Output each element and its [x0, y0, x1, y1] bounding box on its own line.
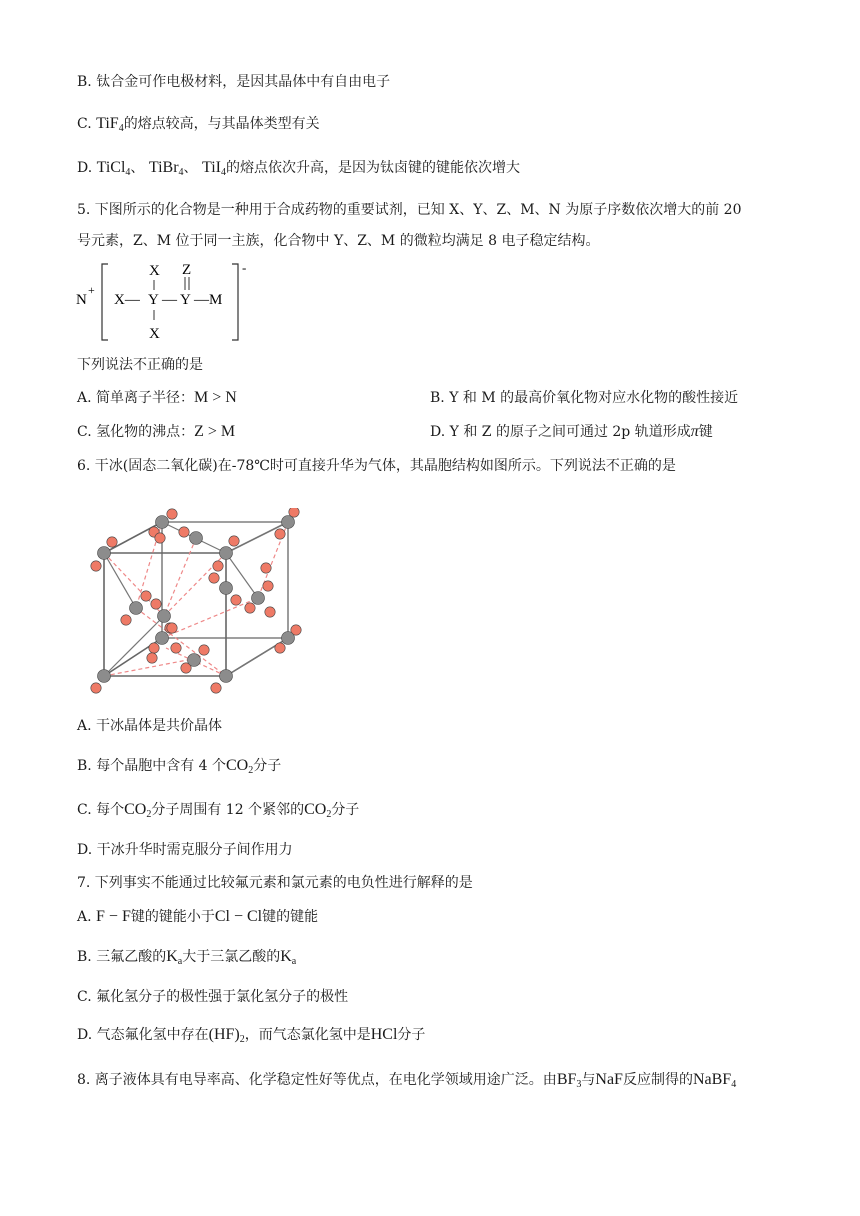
formula-bf3: $BF_3$	[556, 1071, 582, 1090]
back-face	[162, 522, 288, 638]
oxygen-atom	[211, 683, 221, 693]
ka-symbol: $K_a$	[166, 948, 183, 967]
oxygen-atom	[167, 623, 177, 633]
carbon-atom	[156, 516, 169, 529]
q7-stem: 7. 下列事实不能通过比较氟元素和氯元素的电负性进行解释的是	[77, 875, 473, 891]
q8-stem	[77, 1070, 736, 1090]
formula-tif4: TiF$_4$	[96, 115, 124, 134]
option-text: 反应制得的	[622, 1072, 693, 1088]
q5-option-b: B. Y 和 M 的最高价氧化物对应水化物的酸性接近	[430, 390, 739, 406]
anion-charge: -	[242, 260, 247, 275]
oxygen-atom	[275, 643, 285, 653]
oxygen-atom	[263, 581, 273, 591]
separator: 、	[130, 160, 145, 176]
atom-y-2: Y	[180, 292, 191, 308]
formula-naf: NaF	[595, 1071, 623, 1088]
formula-hf2: $(HF)_2$	[208, 1026, 245, 1045]
oxygen-atom	[167, 509, 177, 519]
option-text: D. Y 和 Z 的原子之间可通过 2p 轨道形成	[430, 424, 691, 440]
oxygen-atom	[245, 603, 255, 613]
formula-nabf4: NaBF$_4$	[692, 1071, 737, 1090]
oxygen-atom	[91, 561, 101, 571]
option-text: 分子	[397, 1027, 426, 1043]
atom-m: —M	[194, 292, 223, 308]
option-text: ，而气态氯化氢中是	[244, 1027, 371, 1043]
compound-structure-diagram	[76, 254, 266, 346]
q6-option-b	[77, 756, 281, 776]
q4-option-c	[77, 114, 320, 134]
math-expression: M > N	[194, 389, 237, 406]
carbon-atom	[158, 610, 171, 623]
q4-option-d	[77, 158, 520, 178]
option-text: 与	[581, 1072, 596, 1088]
carbon-atom	[252, 592, 265, 605]
oxygen-atom	[231, 595, 241, 605]
formula-co2: $CO_2$	[226, 757, 254, 776]
q5-question: 下列说法不正确的是	[77, 357, 203, 373]
oxygen-atom	[261, 563, 271, 573]
oxygen-atom	[91, 683, 101, 693]
q6-option-c	[77, 800, 359, 820]
option-text: 键的键能小于	[130, 909, 215, 925]
q5-option-c	[77, 422, 235, 442]
atom-y-1: Y	[148, 292, 159, 308]
formula-tii4: TiI$_4$	[201, 159, 226, 178]
carbon-atom	[190, 532, 203, 545]
dry-ice-unit-cell-diagram	[76, 508, 306, 698]
oxygen-atom	[209, 573, 219, 583]
oxygen-atom	[199, 645, 209, 655]
option-text: C. 每个	[77, 802, 125, 818]
q7-option-a	[77, 907, 318, 927]
option-text: 的熔点依次升高，是因为钛卤键的键能依次增大	[225, 160, 520, 176]
oxygen-atom	[275, 529, 285, 539]
q5-stem-line1: 5. 下图所示的化合物是一种用于合成药物的重要试剂，已知 X、Y、Z、M、N 为原子序数依次增大的前 20	[77, 202, 742, 218]
option-text: C. 氢化物的沸点：	[77, 424, 195, 440]
option-text: 分子	[253, 758, 282, 774]
oxygen-atom	[179, 527, 189, 537]
q6-stem: 6. 干冰(固态二氧化碳)在-78℃时可直接升华为气体，其晶胞结构如图所示。下列说法不正确的是	[77, 458, 676, 474]
q6-option-a: A. 干冰晶体是共价晶体	[77, 718, 223, 734]
carbon-atom	[220, 582, 233, 595]
cation-symbol: N	[76, 292, 87, 308]
cation-charge: +	[88, 283, 95, 297]
oxygen-atom	[171, 643, 181, 653]
oxygen-atom	[155, 533, 165, 543]
formula-f-f: F − F	[96, 908, 131, 925]
carbon-atom	[220, 670, 233, 683]
separator: 、	[183, 160, 198, 176]
oxygen-atom	[213, 561, 223, 571]
formula-cl-cl: Cl − Cl	[214, 908, 263, 925]
carbon-atom	[130, 602, 143, 615]
atom-x-left: X—	[114, 292, 140, 308]
formula-ticl4: TiCl$_4$	[96, 159, 131, 178]
option-letter: C.	[77, 116, 92, 132]
atom-z-top: Z	[182, 262, 192, 278]
oxygen-atom	[229, 536, 239, 546]
carbon-atom	[282, 516, 295, 529]
oxygen-atom	[107, 537, 117, 547]
formula-co2: $CO_2$	[124, 801, 152, 820]
carbon-atom	[188, 654, 201, 667]
option-text: A. 简单离子半径：	[77, 390, 195, 406]
q7-option-d	[77, 1025, 425, 1045]
oxygen-atom	[149, 643, 159, 653]
left-bracket	[102, 264, 108, 340]
formula-co2: $CO_2$	[304, 801, 332, 820]
q5-stem-line2: 号元素，Z、M 位于同一主族，化合物中 Y、Z、M 的微粒均满足 8 电子稳定结构。	[77, 233, 600, 249]
option-letter: A.	[77, 909, 92, 925]
carbon-atom	[156, 632, 169, 645]
carbon-atom	[220, 547, 233, 560]
option-text: 分子	[331, 802, 360, 818]
atom-x-top: X	[149, 263, 160, 279]
atom-x-bottom: X	[149, 326, 160, 342]
oxygen-atom	[147, 653, 157, 663]
atoms	[91, 508, 301, 693]
q7-option-b	[77, 947, 296, 967]
option-text: B. 每个晶胞中含有 4 个	[77, 758, 226, 774]
q7-option-c: C. 氟化氢分子的极性强于氯化氢分子的极性	[77, 989, 349, 1005]
formula-tibr4: TiBr$_4$	[148, 159, 184, 178]
oxygen-atom	[151, 599, 161, 609]
option-text: 大于三氯乙酸的	[182, 949, 281, 965]
option-text: 键	[698, 424, 713, 440]
option-text: B. 三氟乙酸的	[77, 949, 167, 965]
option-text: 8. 离子液体具有电导率高、化学稳定性好等优点，在电化学领域用途广泛。由	[77, 1072, 557, 1088]
q5-option-a	[77, 388, 237, 408]
option-text: 键的键能	[262, 909, 319, 925]
carbon-atom	[98, 547, 111, 560]
q5-option-d	[430, 422, 713, 442]
formula-hcl: HCl	[370, 1026, 398, 1043]
carbon-atom	[98, 670, 111, 683]
oxygen-atom	[121, 615, 131, 625]
option-text: 分子周围有 12 个紧邻的	[151, 802, 305, 818]
q4-option-b: B. 钛合金可作电极材料，是因其晶体中有自由电子	[77, 74, 391, 90]
oxygen-atom	[265, 607, 275, 617]
q6-option-d: D. 干冰升华时需克服分子间作用力	[77, 842, 293, 858]
option-text: 的熔点较高，与其晶体类型有关	[123, 116, 320, 132]
bond-dash: —	[162, 292, 177, 308]
option-text: D. 气态氟化氢中存在	[77, 1027, 209, 1043]
option-letter: D.	[77, 160, 93, 176]
pi-symbol: π	[690, 423, 699, 440]
carbon-atom	[282, 632, 295, 645]
ka-symbol: $K_a$	[280, 948, 297, 967]
oxygen-atom	[141, 591, 151, 601]
right-bracket	[232, 264, 238, 340]
math-expression: Z > M	[194, 423, 236, 440]
